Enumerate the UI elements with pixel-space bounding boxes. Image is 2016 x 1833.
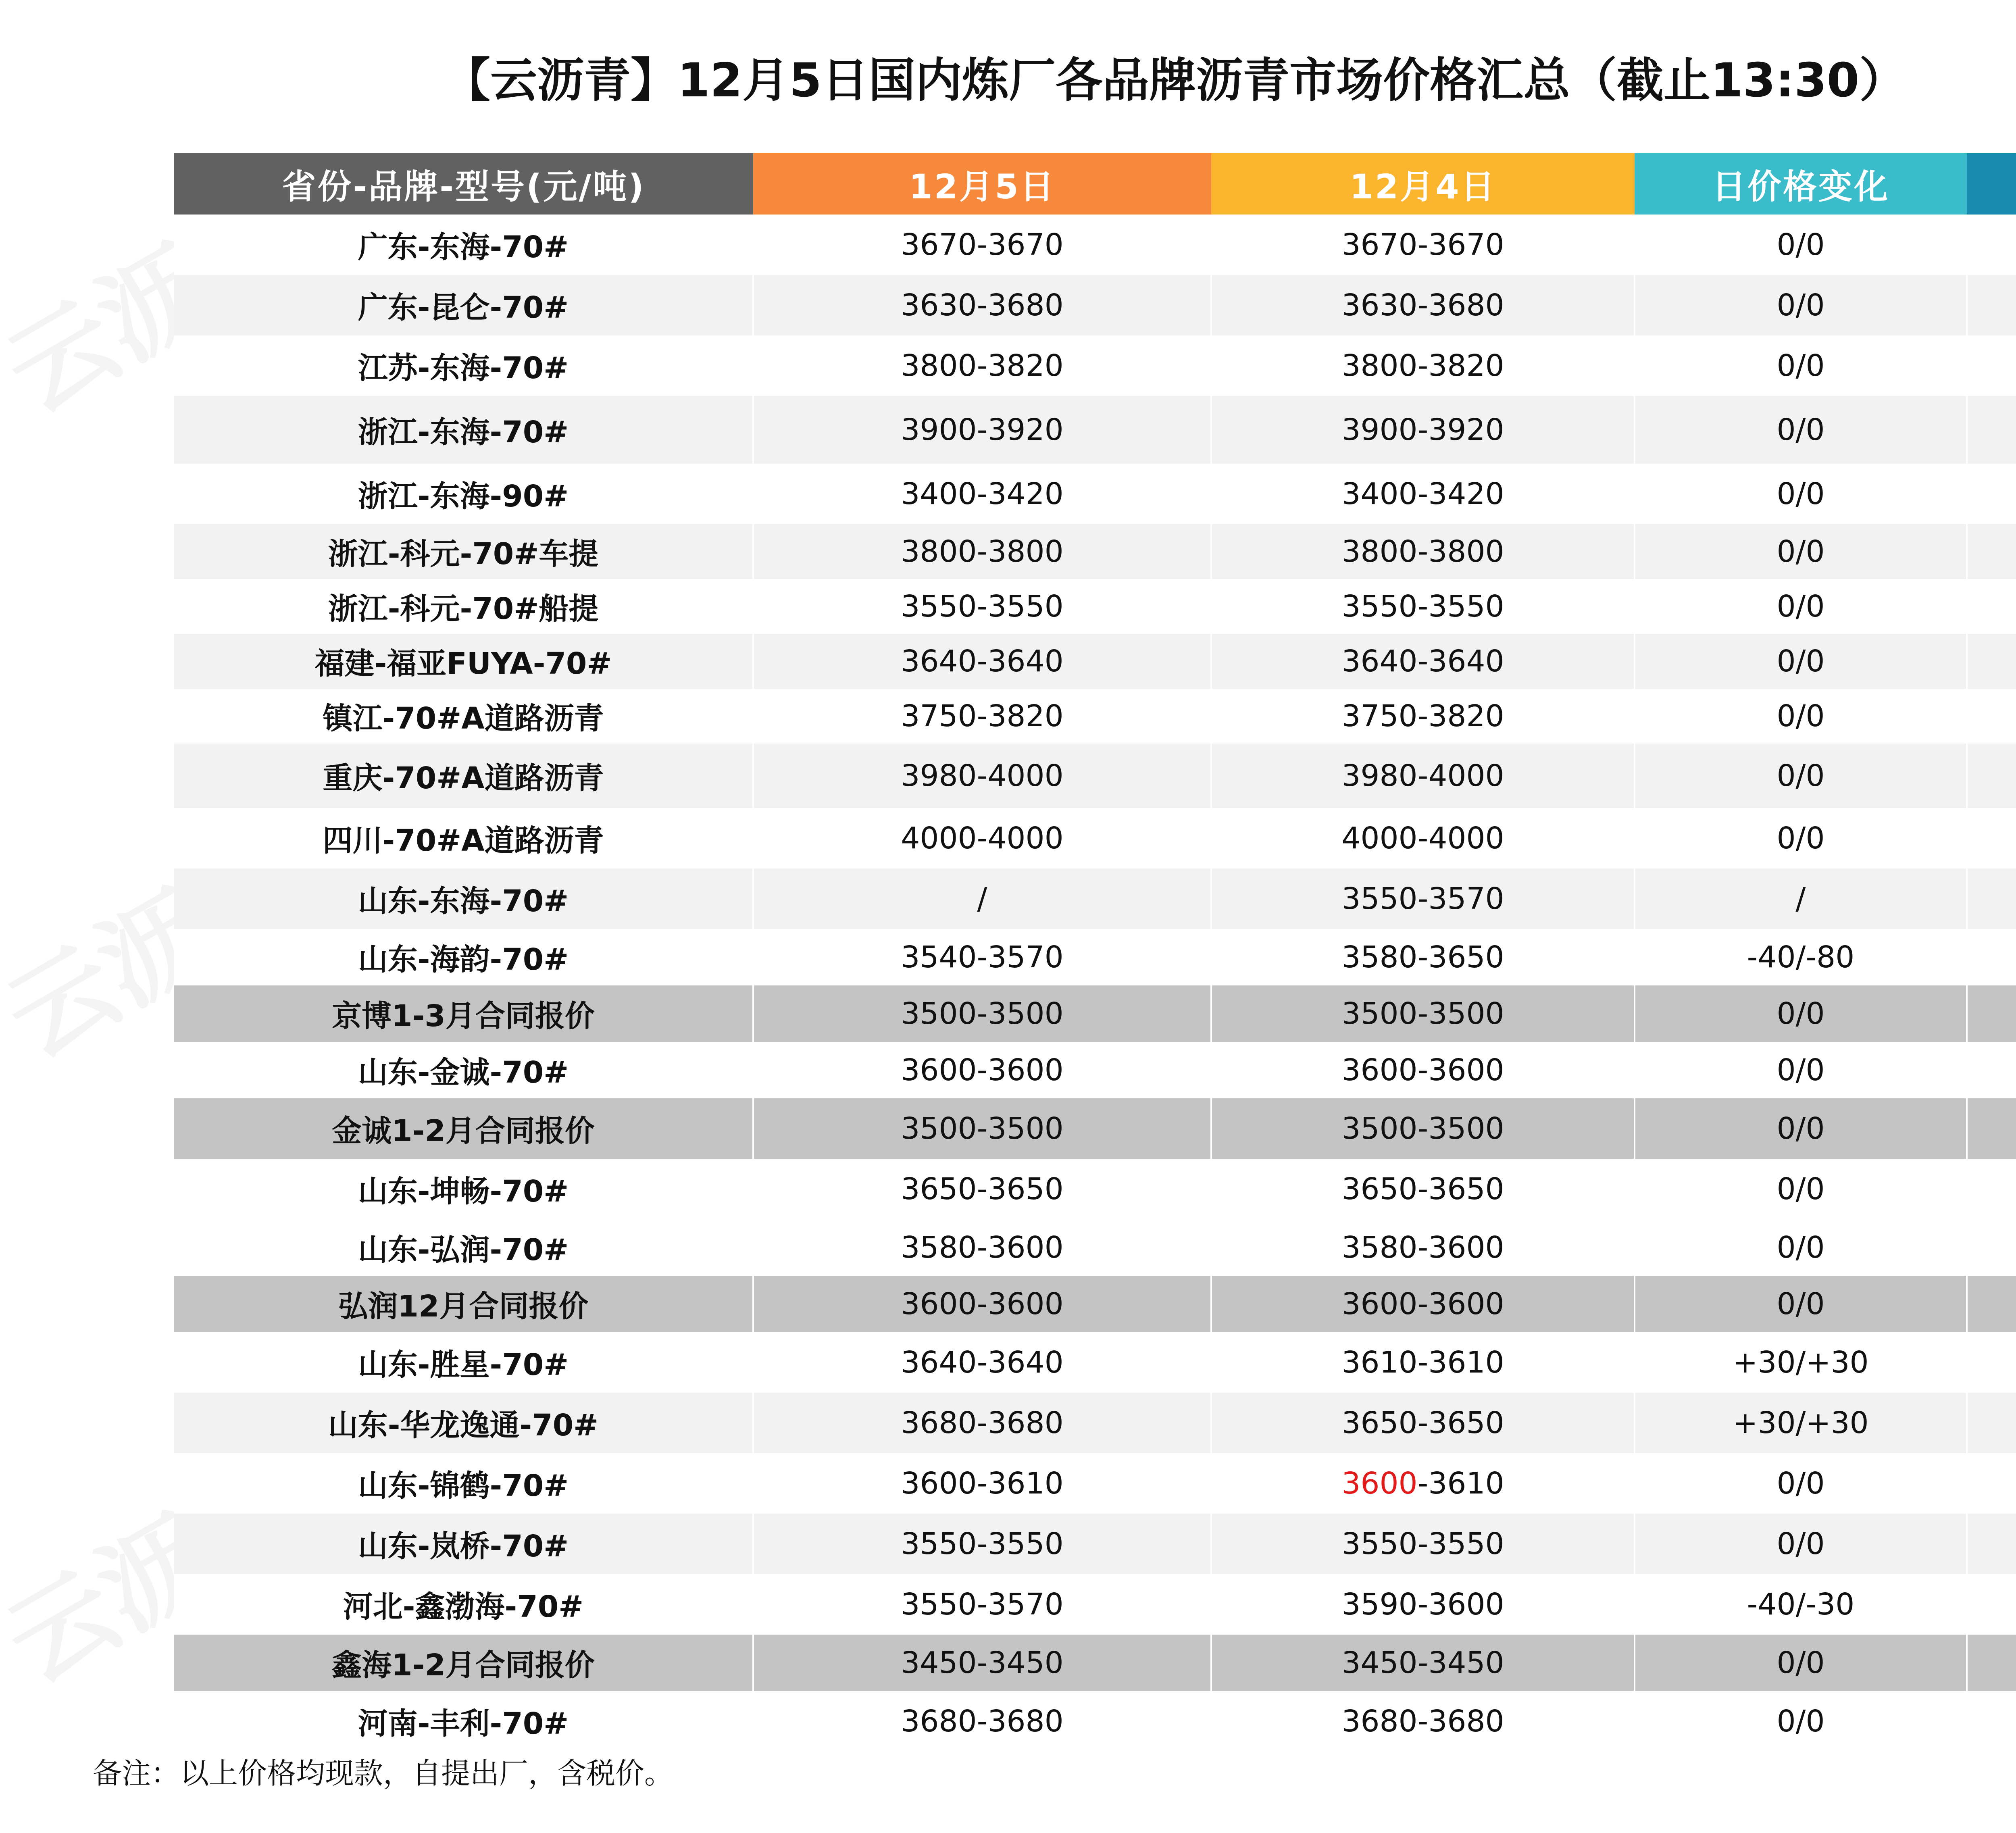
cell-dec4-price: 3500-3500	[1211, 985, 1635, 1042]
cell-brand-model: 山东-胜星-70#	[174, 1332, 753, 1393]
cell-weekly-change	[1967, 464, 2016, 524]
cell-weekly-change	[1967, 1332, 2016, 1393]
cell-brand-model: 浙江-科元-70#车提	[174, 524, 753, 579]
cell-brand-model: 山东-坤畅-70#	[174, 1159, 753, 1219]
cell-weekly-change	[1967, 215, 2016, 275]
cell-weekly-change	[1967, 1159, 2016, 1219]
cell-dec5-price: 4000-4000	[753, 808, 1211, 869]
cell-dec4-price: 3750-3820	[1211, 689, 1635, 744]
cell-dec4-price: 3580-3650	[1211, 929, 1635, 985]
cell-dec4-price: 3600-3600	[1211, 1276, 1635, 1332]
cell-brand-model: 金诚1-2月合同报价	[174, 1098, 753, 1159]
table-row	[174, 1042, 2016, 1098]
cell-daily-change: -40/-30	[1635, 1574, 1967, 1635]
cell-brand-model: 京博1-3月合同报价	[174, 985, 753, 1042]
table-row	[174, 929, 2016, 985]
cell-dec5-price: 3450-3450	[753, 1635, 1211, 1691]
table-header-row	[174, 153, 2016, 215]
cell-dec4-price: 3500-3500	[1211, 1098, 1635, 1159]
cell-brand-model: 鑫海1-2月合同报价	[174, 1635, 753, 1691]
cell-weekly-change	[1967, 808, 2016, 869]
cell-dec4-price: 3400-3420	[1211, 464, 1635, 524]
cell-daily-change: /	[1635, 869, 1967, 929]
table-row	[174, 869, 2016, 929]
cell-dec5-price: 3630-3680	[753, 275, 1211, 335]
cell-daily-change: 0/0	[1635, 985, 1967, 1042]
cell-dec4-price: 3590-3600	[1211, 1574, 1635, 1635]
cell-brand-model: 山东-弘润-70#	[174, 1219, 753, 1276]
cell-brand-model: 重庆-70#A道路沥青	[174, 744, 753, 808]
table-row	[174, 1219, 2016, 1276]
cell-brand-model: 山东-金诚-70#	[174, 1042, 753, 1098]
cell-weekly-change	[1967, 869, 2016, 929]
cell-daily-change: 0/0	[1635, 1276, 1967, 1332]
cell-brand-model: 广东-东海-70#	[174, 215, 753, 275]
cell-dec4-price: 3980-4000	[1211, 744, 1635, 808]
cell-weekly-change	[1967, 1691, 2016, 1752]
cell-weekly-change	[1967, 985, 2016, 1042]
cell-daily-change: 0/0	[1635, 1691, 1967, 1752]
cell-daily-change: 0/0	[1635, 215, 1967, 275]
cell-dec5-price: 3670-3670	[753, 215, 1211, 275]
header-brand-model: 省份-品牌-型号(元/吨)	[174, 153, 753, 215]
cell-brand-model: 浙江-东海-70#	[174, 396, 753, 464]
cell-daily-change: 0/0	[1635, 579, 1967, 634]
cell-brand-model: 浙江-东海-90#	[174, 464, 753, 524]
dec4-price-high: -3610	[1417, 1466, 1504, 1501]
table-row	[174, 985, 2016, 1042]
cell-brand-model: 镇江-70#A道路沥青	[174, 689, 753, 744]
cell-dec5-price: 3900-3920	[753, 396, 1211, 464]
table-row	[174, 689, 2016, 744]
header-dec4: 12月4日	[1211, 153, 1635, 215]
table-row	[174, 1514, 2016, 1574]
cell-dec4-price: 3600-3600	[1211, 1042, 1635, 1098]
table-row	[174, 579, 2016, 634]
cell-daily-change: 0/0	[1635, 396, 1967, 464]
cell-weekly-change	[1967, 335, 2016, 396]
cell-weekly-change	[1967, 1042, 2016, 1098]
cell-dec5-price: 3640-3640	[753, 1332, 1211, 1393]
cell-dec5-price: 3800-3820	[753, 335, 1211, 396]
table-row	[174, 1393, 2016, 1453]
cell-weekly-change	[1967, 396, 2016, 464]
cell-dec5-price: 3500-3500	[753, 1098, 1211, 1159]
cell-daily-change: 0/0	[1635, 275, 1967, 335]
cell-dec5-price: 3800-3800	[753, 524, 1211, 579]
header-weekly-change	[1967, 153, 2016, 215]
table-row	[174, 1098, 2016, 1159]
cell-dec5-price: 3600-3610	[753, 1453, 1211, 1514]
table-row	[174, 396, 2016, 464]
cell-daily-change: 0/0	[1635, 1514, 1967, 1574]
cell-weekly-change	[1967, 744, 2016, 808]
cell-dec5-price: 3600-3600	[753, 1276, 1211, 1332]
cell-brand-model: 山东-锦鹤-70#	[174, 1453, 753, 1514]
cell-brand-model: 河北-鑫渤海-70#	[174, 1574, 753, 1635]
cell-daily-change: +30/+30	[1635, 1393, 1967, 1453]
cell-brand-model: 河南-丰利-70#	[174, 1691, 753, 1752]
cell-daily-change: 0/0	[1635, 1098, 1967, 1159]
cell-brand-model: 江苏-东海-70#	[174, 335, 753, 396]
table-row	[174, 1332, 2016, 1393]
cell-dec4-price: 3900-3920	[1211, 396, 1635, 464]
cell-dec4-price: 3650-3650	[1211, 1393, 1635, 1453]
page-title: 【云沥青】12月5日国内炼厂各品牌沥青市场价格汇总（截止13:30）	[444, 53, 1906, 108]
cell-dec5-price: 3550-3570	[753, 1574, 1211, 1635]
cell-daily-change: +30/+30	[1635, 1332, 1967, 1393]
cell-dec4-price: 3650-3650	[1211, 1159, 1635, 1219]
cell-brand-model: 弘润12月合同报价	[174, 1276, 753, 1332]
cell-brand-model: 山东-岚桥-70#	[174, 1514, 753, 1574]
cell-dec4-price: 3550-3550	[1211, 1514, 1635, 1574]
cell-weekly-change	[1967, 524, 2016, 579]
cell-weekly-change	[1967, 1219, 2016, 1276]
cell-weekly-change	[1967, 1098, 2016, 1159]
header-dec5: 12月5日	[753, 153, 1211, 215]
cell-brand-model: 浙江-科元-70#船提	[174, 579, 753, 634]
asphalt-price-table	[174, 153, 2016, 1752]
cell-dec5-price: 3600-3600	[753, 1042, 1211, 1098]
table-row	[174, 1691, 2016, 1752]
cell-dec4-price	[1211, 1453, 1635, 1514]
cell-daily-change: 0/0	[1635, 335, 1967, 396]
cell-dec5-price: 3580-3600	[753, 1219, 1211, 1276]
cell-daily-change: 0/0	[1635, 689, 1967, 744]
cell-dec5-price: 3980-4000	[753, 744, 1211, 808]
cell-dec4-price: 3550-3570	[1211, 869, 1635, 929]
cell-dec4-price: 3670-3670	[1211, 215, 1635, 275]
table-row	[174, 634, 2016, 689]
table-row	[174, 275, 2016, 335]
table-row	[174, 1276, 2016, 1332]
cell-dec4-price: 3680-3680	[1211, 1691, 1635, 1752]
cell-daily-change: 0/0	[1635, 1635, 1967, 1691]
cell-dec4-price: 3580-3600	[1211, 1219, 1635, 1276]
cell-weekly-change	[1967, 1574, 2016, 1635]
cell-daily-change: 0/0	[1635, 464, 1967, 524]
cell-dec4-price: 3450-3450	[1211, 1635, 1635, 1691]
cell-dec5-price: 3680-3680	[753, 1691, 1211, 1752]
cell-weekly-change	[1967, 689, 2016, 744]
cell-weekly-change	[1967, 929, 2016, 985]
cell-daily-change: 0/0	[1635, 634, 1967, 689]
cell-dec4-price: 3800-3800	[1211, 524, 1635, 579]
cell-dec5-price: /	[753, 869, 1211, 929]
cell-dec5-price: 3500-3500	[753, 985, 1211, 1042]
cell-brand-model: 福建-福亚FUYA-70#	[174, 634, 753, 689]
cell-weekly-change	[1967, 1453, 2016, 1514]
table-row	[174, 464, 2016, 524]
cell-dec5-price: 3650-3650	[753, 1159, 1211, 1219]
footnote: 备注：以上价格均现款，自提出厂，含税价。	[93, 1756, 674, 1790]
dec4-price-low: 3600	[1341, 1466, 1418, 1501]
cell-dec5-price: 3750-3820	[753, 689, 1211, 744]
cell-dec5-price: 3540-3570	[753, 929, 1211, 985]
cell-daily-change: 0/0	[1635, 1453, 1967, 1514]
table-row	[174, 1574, 2016, 1635]
cell-dec5-price: 3680-3680	[753, 1393, 1211, 1453]
cell-daily-change: 0/0	[1635, 524, 1967, 579]
cell-dec5-price: 3400-3420	[753, 464, 1211, 524]
cell-brand-model: 山东-海韵-70#	[174, 929, 753, 985]
cell-dec4-price: 3640-3640	[1211, 634, 1635, 689]
cell-daily-change: 0/0	[1635, 808, 1967, 869]
cell-weekly-change	[1967, 1276, 2016, 1332]
cell-brand-model: 山东-东海-70#	[174, 869, 753, 929]
table-row	[174, 744, 2016, 808]
cell-dec4-price: 3610-3610	[1211, 1332, 1635, 1393]
cell-dec5-price: 3550-3550	[753, 579, 1211, 634]
cell-weekly-change	[1967, 634, 2016, 689]
cell-dec4-price: 3800-3820	[1211, 335, 1635, 396]
cell-daily-change: -40/-80	[1635, 929, 1967, 985]
table-row	[174, 1635, 2016, 1691]
table-row	[174, 1159, 2016, 1219]
table-row	[174, 808, 2016, 869]
cell-weekly-change	[1967, 1514, 2016, 1574]
table-row	[174, 215, 2016, 275]
cell-daily-change: 0/0	[1635, 744, 1967, 808]
cell-dec5-price: 3550-3550	[753, 1514, 1211, 1574]
cell-weekly-change	[1967, 1635, 2016, 1691]
cell-brand-model: 四川-70#A道路沥青	[174, 808, 753, 869]
cell-daily-change: 0/0	[1635, 1159, 1967, 1219]
cell-dec5-price: 3640-3640	[753, 634, 1211, 689]
cell-dec4-price: 4000-4000	[1211, 808, 1635, 869]
cell-brand-model: 广东-昆仑-70#	[174, 275, 753, 335]
table-row	[174, 335, 2016, 396]
cell-daily-change: 0/0	[1635, 1042, 1967, 1098]
cell-dec4-price: 3550-3550	[1211, 579, 1635, 634]
header-daily-change: 日价格变化	[1635, 153, 1967, 215]
cell-weekly-change	[1967, 275, 2016, 335]
cell-daily-change: 0/0	[1635, 1219, 1967, 1276]
cell-weekly-change	[1967, 579, 2016, 634]
table-row	[174, 524, 2016, 579]
cell-weekly-change	[1967, 1393, 2016, 1453]
cell-brand-model: 山东-华龙逸通-70#	[174, 1393, 753, 1453]
cell-dec4-price: 3630-3680	[1211, 275, 1635, 335]
table-row	[174, 1453, 2016, 1514]
